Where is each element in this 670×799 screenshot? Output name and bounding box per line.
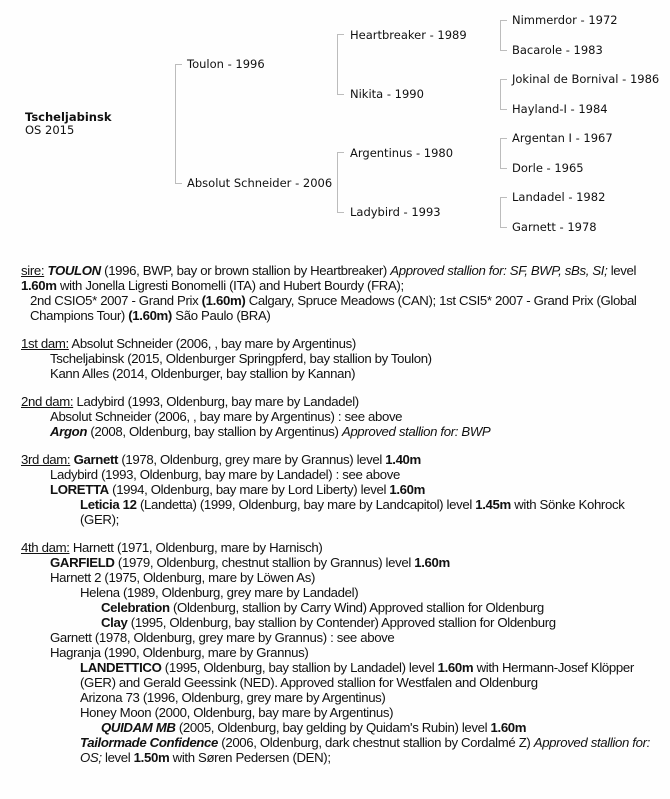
subject-subtitle: OS 2015 — [25, 123, 75, 137]
sire-result2-level: (1.60m) — [128, 308, 172, 323]
tailormade-level-label: level — [101, 750, 134, 765]
pedigree-chart — [0, 0, 670, 250]
argon-name: Argon — [50, 424, 88, 439]
dam1-offspring-1: Tscheljabinsk (2015, Oldenburger Springpferd, bay stallion by Toulon) — [50, 351, 432, 366]
pedigree-ddd[interactable]: Garnett - 1978 — [512, 220, 597, 234]
leticia-post: with Sönke Kohrock (GER); — [80, 497, 625, 527]
sire-name: TOULON — [47, 263, 101, 278]
pedigree-sd[interactable]: Nikita - 1990 — [350, 87, 424, 101]
bracket-gen2-sire — [337, 34, 344, 95]
dam2-label: 2nd dam: — [21, 394, 74, 409]
helena-line: Helena (1989, Oldenburg, grey mare by Landadel) — [80, 585, 359, 600]
landettico-post: with Hermann-Josef Klöpper (GER) and Gerald Geessink (NED). Approved stallion for Westfalen and Oldenburg — [80, 660, 634, 690]
dam3-offspring-2 — [21, 482, 666, 497]
sire-label: sire: — [21, 263, 45, 278]
clay-details: (1995, Oldenburg, bay stallion by Contender) Approved stallion for Oldenburg — [127, 615, 556, 630]
loretta-level: 1.60m — [389, 482, 425, 497]
sire-results — [21, 293, 666, 323]
bracket-gen3-2 — [500, 79, 507, 110]
pedigree-sss[interactable]: Nimmerdor - 1972 — [512, 13, 618, 27]
pedigree-subject — [25, 111, 111, 137]
dam3-label: 3rd dam: — [21, 452, 71, 467]
bracket-gen1 — [175, 64, 182, 184]
argon-details: (2008, Oldenburg, bay stallion by Argentinus) — [87, 424, 342, 439]
landettico-level: 1.60m — [437, 660, 474, 675]
bracket-gen2-dam — [337, 152, 344, 213]
tailormade-details: (2006, Oldenburg, dark chestnut stallion by Cordalmé Z) — [217, 735, 534, 750]
pedigree-dd[interactable]: Ladybird - 1993 — [350, 205, 441, 219]
argon-approved: Approved stallion for: BWP — [341, 424, 491, 439]
celebration-line — [21, 600, 666, 615]
dam3-line — [21, 452, 666, 467]
pedigree-ssd[interactable]: Bacarole - 1983 — [512, 43, 603, 57]
dam1-text: Absolut Schneider (2006, , bay mare by Argentinus) — [68, 336, 356, 351]
dam3-details: (1978, Oldenburg, grey mare by Grannus) level — [118, 452, 386, 467]
sire-paragraph — [21, 263, 666, 293]
tailormade-name: Tailormade Confidence — [80, 735, 218, 750]
dam4-label: 4th dam: — [21, 540, 70, 555]
pedigree-sdd[interactable]: Hayland-I - 1984 — [512, 102, 608, 116]
pedigree-sds[interactable]: Jokinal de Bornival - 1986 — [512, 72, 660, 86]
honeymoon-line: Honey Moon (2000, Oldenburg, bay mare by Argentinus) — [80, 705, 394, 720]
tailormade-post: with Søren Pedersen (DEN); — [169, 750, 331, 765]
dam1-label: 1st dam: — [21, 336, 69, 351]
sire-result1-level: (1.60m) — [201, 293, 246, 308]
dam4-text: Harnett (1971, Oldenburg, mare by Harnisch) — [69, 540, 323, 555]
arizona-line: Arizona 73 (1996, Oldenburg, grey mare by Argentinus) — [80, 690, 386, 705]
loretta-details: (1994, Oldenburg, bay mare by Lord Liberty) level — [108, 482, 390, 497]
dam3-level: 1.40m — [385, 452, 421, 467]
dam3-offspring-1: Ladybird (1993, Oldenburg, bay mare by Landadel) : see above — [50, 467, 400, 482]
pedigree-dsd[interactable]: Dorle - 1965 — [512, 161, 584, 175]
garfield-level: 1.60m — [414, 555, 450, 570]
garfield-details: (1979, Oldenburg, chestnut stallion by Grannus) level — [114, 555, 415, 570]
celebration-name: Celebration — [101, 600, 170, 615]
landettico-line — [21, 660, 666, 690]
sire-level-label: level — [607, 263, 637, 278]
hagranja-line: Hagranja (1990, Oldenburg, mare by Grannus) — [50, 645, 309, 660]
dam2-offspring-1: Absolut Schneider (2006, , bay mare by Argentinus) : see above — [50, 409, 403, 424]
dam2-line — [21, 394, 666, 409]
landettico-name: LANDETTICO — [80, 660, 162, 675]
sire-level: 1.60m — [21, 278, 57, 293]
quidam-name: QUIDAM MB — [101, 720, 176, 735]
dam2-offspring-2 — [21, 424, 666, 439]
pedigree-dds[interactable]: Landadel - 1982 — [512, 190, 606, 204]
sire-details: (1996, BWP, bay or brown stallion by Heartbreaker) — [100, 263, 391, 278]
harnett2-line: Harnett 2 (1975, Oldenburg, mare by Löwen As) — [50, 570, 316, 585]
subject-name: Tscheljabinsk — [25, 110, 112, 124]
leticia-name: Leticia 12 — [80, 497, 137, 512]
quidam-line — [21, 720, 666, 735]
garnett-line: Garnett (1978, Oldenburg, grey mare by Grannus) : see above — [50, 630, 395, 645]
leticia-details: (Landetta) (1999, Oldenburg, bay mare by Landcapitol) level — [136, 497, 476, 512]
pedigree-description — [21, 263, 666, 765]
tailormade-approved: Approved stallion for: OS; — [80, 735, 650, 765]
bracket-gen3-1 — [500, 20, 507, 51]
clay-line — [21, 615, 666, 630]
clay-name: Clay — [101, 615, 128, 630]
sire-result1: 2nd CSIO5* 2007 - Grand Prix — [30, 293, 202, 308]
sire-result1-post: Calgary, Spruce Meadows (CAN); 1st CSI5* 2007 - Grand Prix (Global Champions Tour) — [30, 293, 637, 323]
dam2-text: Ladybird (1993, Oldenburg, bay mare by Landadel) — [73, 394, 359, 409]
dam3-name: Garnett — [73, 452, 119, 467]
dam3-grand-offspring — [21, 497, 666, 527]
dam4-line — [21, 540, 666, 555]
quidam-level: 1.60m — [490, 720, 527, 735]
sire-riders: with Jonella Ligresti Bonomelli (ITA) and Hubert Bourdy (FRA); — [56, 278, 404, 293]
bracket-gen3-3 — [500, 138, 507, 169]
dam1-line — [21, 336, 666, 351]
garfield-name: GARFIELD — [50, 555, 115, 570]
bracket-gen3-4 — [500, 197, 507, 228]
pedigree-sire[interactable]: Toulon - 1996 — [187, 57, 265, 71]
quidam-details: (2005, Oldenburg, bay gelding by Quidam's Rubin) level — [175, 720, 491, 735]
tailormade-level: 1.50m — [133, 750, 170, 765]
garfield-line — [21, 555, 666, 570]
celebration-details: (Oldenburg, stallion by Carry Wind) Approved stallion for Oldenburg — [169, 600, 544, 615]
pedigree-dam[interactable]: Absolut Schneider - 2006 — [187, 176, 333, 190]
sire-approved: Approved stallion for: SF, BWP, sBs, SI; — [390, 263, 608, 278]
pedigree-dss[interactable]: Argentan I - 1967 — [512, 131, 613, 145]
dam1-offspring-2: Kann Alles (2014, Oldenburger, bay stallion by Kannan) — [50, 366, 356, 381]
pedigree-ds[interactable]: Argentinus - 1980 — [350, 146, 454, 160]
sire-result2-post: São Paulo (BRA) — [171, 308, 271, 323]
pedigree-ss[interactable]: Heartbreaker - 1989 — [350, 28, 467, 42]
loretta-name: LORETTA — [50, 482, 109, 497]
landettico-details: (1995, Oldenburg, bay stallion by Landadel) level — [161, 660, 438, 675]
leticia-level: 1.45m — [475, 497, 511, 512]
tailormade-line — [21, 735, 666, 765]
